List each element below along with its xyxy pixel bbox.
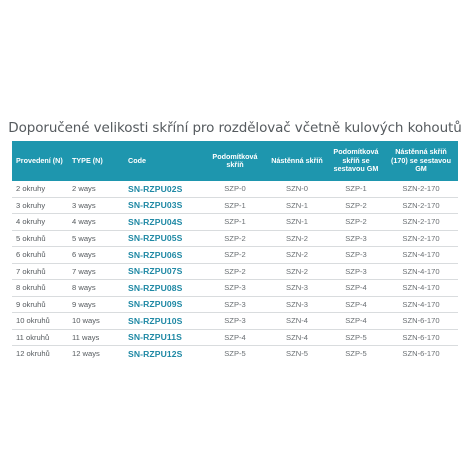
cell-provedeni: 8 okruhů [12, 280, 68, 297]
cell-podomitkova-gm: SZP-2 [328, 197, 382, 214]
cell-podomitkova-gm: SZP-4 [328, 280, 382, 297]
cell-provedeni: 4 okruhy [12, 214, 68, 231]
table-row [12, 346, 458, 362]
cell-podomitkova: SZP-5 [224, 349, 246, 359]
cell-nastenna-170-gm: SZN-6-170 [402, 349, 440, 359]
cell-podomitkova: SZP-3 [204, 296, 264, 313]
header-provedeni: Provedení (N) [16, 155, 63, 165]
cell-code: SN-RZPU09S [124, 296, 204, 313]
cell-type: 9 ways [68, 296, 124, 313]
header-row [12, 141, 458, 181]
cell-type: 12 ways [72, 349, 100, 359]
header-podomitkova-gm: Podomítková skříň se sestavou GM [333, 147, 379, 174]
cell-provedeni: 6 okruhů [12, 247, 68, 264]
cell-podomitkova: SZP-1 [204, 197, 264, 214]
cell-nastenna: SZN-2 [264, 230, 328, 247]
cell-provedeni: 9 okruhů [12, 296, 68, 313]
cell-code: SN-RZPU08S [124, 280, 204, 297]
table-header [12, 141, 458, 181]
cell-code: SN-RZPU04S [124, 214, 204, 231]
cell-nastenna-170-gm: SZN-2-170 [382, 197, 458, 214]
cell-nastenna-170-gm: SZN-6-170 [382, 329, 458, 346]
cell-nastenna-170-gm: SZN-2-170 [382, 214, 458, 231]
cell-type: 3 ways [68, 197, 124, 214]
cell-nastenna: SZN-1 [264, 214, 328, 231]
cell-nastenna-170-gm: SZN-2-170 [382, 230, 458, 247]
cell-podomitkova-gm: SZP-4 [328, 313, 382, 330]
cell-type: 8 ways [68, 280, 124, 297]
cell-nastenna: SZN-4 [264, 329, 328, 346]
cell-podomitkova-gm: SZP-3 [328, 247, 382, 264]
cell-provedeni: 12 okruhů [16, 349, 50, 359]
cell-nastenna: SZN-3 [264, 296, 328, 313]
cell-type: 6 ways [68, 247, 124, 264]
table-row [12, 181, 458, 197]
cell-podomitkova-gm: SZP-2 [328, 214, 382, 231]
cell-type: 7 ways [68, 263, 124, 280]
cell-provedeni: 3 okruhy [12, 197, 68, 214]
cell-code: SN-RZPU11S [124, 329, 204, 346]
cell-podomitkova: SZP-2 [204, 263, 264, 280]
table-row [12, 230, 458, 247]
header-nastenna-170-gm: Nástěnná skříň (170) se sestavou GM [391, 147, 451, 174]
cell-podomitkova: SZP-2 [204, 230, 264, 247]
cell-podomitkova: SZP-0 [204, 181, 264, 197]
cell-nastenna: SZN-2 [264, 263, 328, 280]
cell-code: SN-RZPU03S [124, 197, 204, 214]
cell-podomitkova: SZP-1 [204, 214, 264, 231]
cell-nastenna-170-gm: SZN-6-170 [382, 313, 458, 330]
cell-provedeni: 7 okruhů [12, 263, 68, 280]
cell-provedeni: 2 okruhy [12, 181, 68, 197]
cell-code: SN-RZPU07S [124, 263, 204, 280]
table-row [12, 263, 458, 280]
cell-type: 10 ways [68, 313, 124, 330]
cell-nastenna: SZN-5 [286, 349, 308, 359]
cell-type: 11 ways [68, 329, 124, 346]
cell-type: 5 ways [68, 230, 124, 247]
table-row [12, 280, 458, 297]
table-row [12, 296, 458, 313]
header-type: TYPE (N) [72, 155, 103, 165]
cell-podomitkova: SZP-3 [204, 313, 264, 330]
header-nastenna: Nástěnná skříň [271, 155, 323, 165]
cell-nastenna-170-gm: SZN-4-170 [382, 263, 458, 280]
cell-nastenna: SZN-0 [264, 181, 328, 197]
cell-nastenna-170-gm: SZN-4-170 [382, 280, 458, 297]
table-row [12, 197, 458, 214]
table-row [12, 329, 458, 346]
cell-nastenna: SZN-3 [264, 280, 328, 297]
table-row [12, 214, 458, 231]
cell-provedeni: 10 okruhů [12, 313, 68, 330]
cell-code: SN-RZPU06S [124, 247, 204, 264]
cell-podomitkova-gm: SZP-3 [328, 263, 382, 280]
header-code: Code [128, 155, 146, 165]
cell-nastenna: SZN-1 [264, 197, 328, 214]
cell-podomitkova-gm: SZP-3 [328, 230, 382, 247]
cell-nastenna-170-gm: SZN-4-170 [382, 247, 458, 264]
cell-code: SN-RZPU05S [124, 230, 204, 247]
cell-podomitkova-gm: SZP-5 [345, 349, 367, 359]
cell-podomitkova: SZP-2 [204, 247, 264, 264]
cell-code: SN-RZPU02S [124, 181, 204, 197]
cell-podomitkova: SZP-4 [204, 329, 264, 346]
header-podomitkova: Podomítková skříň [212, 151, 258, 169]
cell-nastenna-170-gm: SZN-2-170 [382, 181, 458, 197]
cell-code: SN-RZPU10S [124, 313, 204, 330]
cell-podomitkova-gm: SZP-5 [328, 329, 382, 346]
cell-podomitkova-gm: SZP-4 [328, 296, 382, 313]
cell-provedeni: 11 okruhů [12, 329, 68, 346]
table-title: Doporučené velikosti skříní pro rozdělovač včetně kulových kohoutů [8, 120, 462, 136]
cell-podomitkova-gm: SZP-1 [328, 181, 382, 197]
table-row [12, 313, 458, 330]
cell-nastenna-170-gm: SZN-4-170 [382, 296, 458, 313]
cell-podomitkova: SZP-3 [204, 280, 264, 297]
cell-code: SN-RZPU12S [128, 348, 183, 359]
cell-nastenna: SZN-2 [264, 247, 328, 264]
cabinet-size-table [12, 141, 458, 362]
table-row [12, 247, 458, 264]
cell-type: 4 ways [68, 214, 124, 231]
table-body [12, 181, 458, 362]
cell-nastenna: SZN-4 [264, 313, 328, 330]
cell-provedeni: 5 okruhů [12, 230, 68, 247]
cell-type: 2 ways [68, 181, 124, 197]
